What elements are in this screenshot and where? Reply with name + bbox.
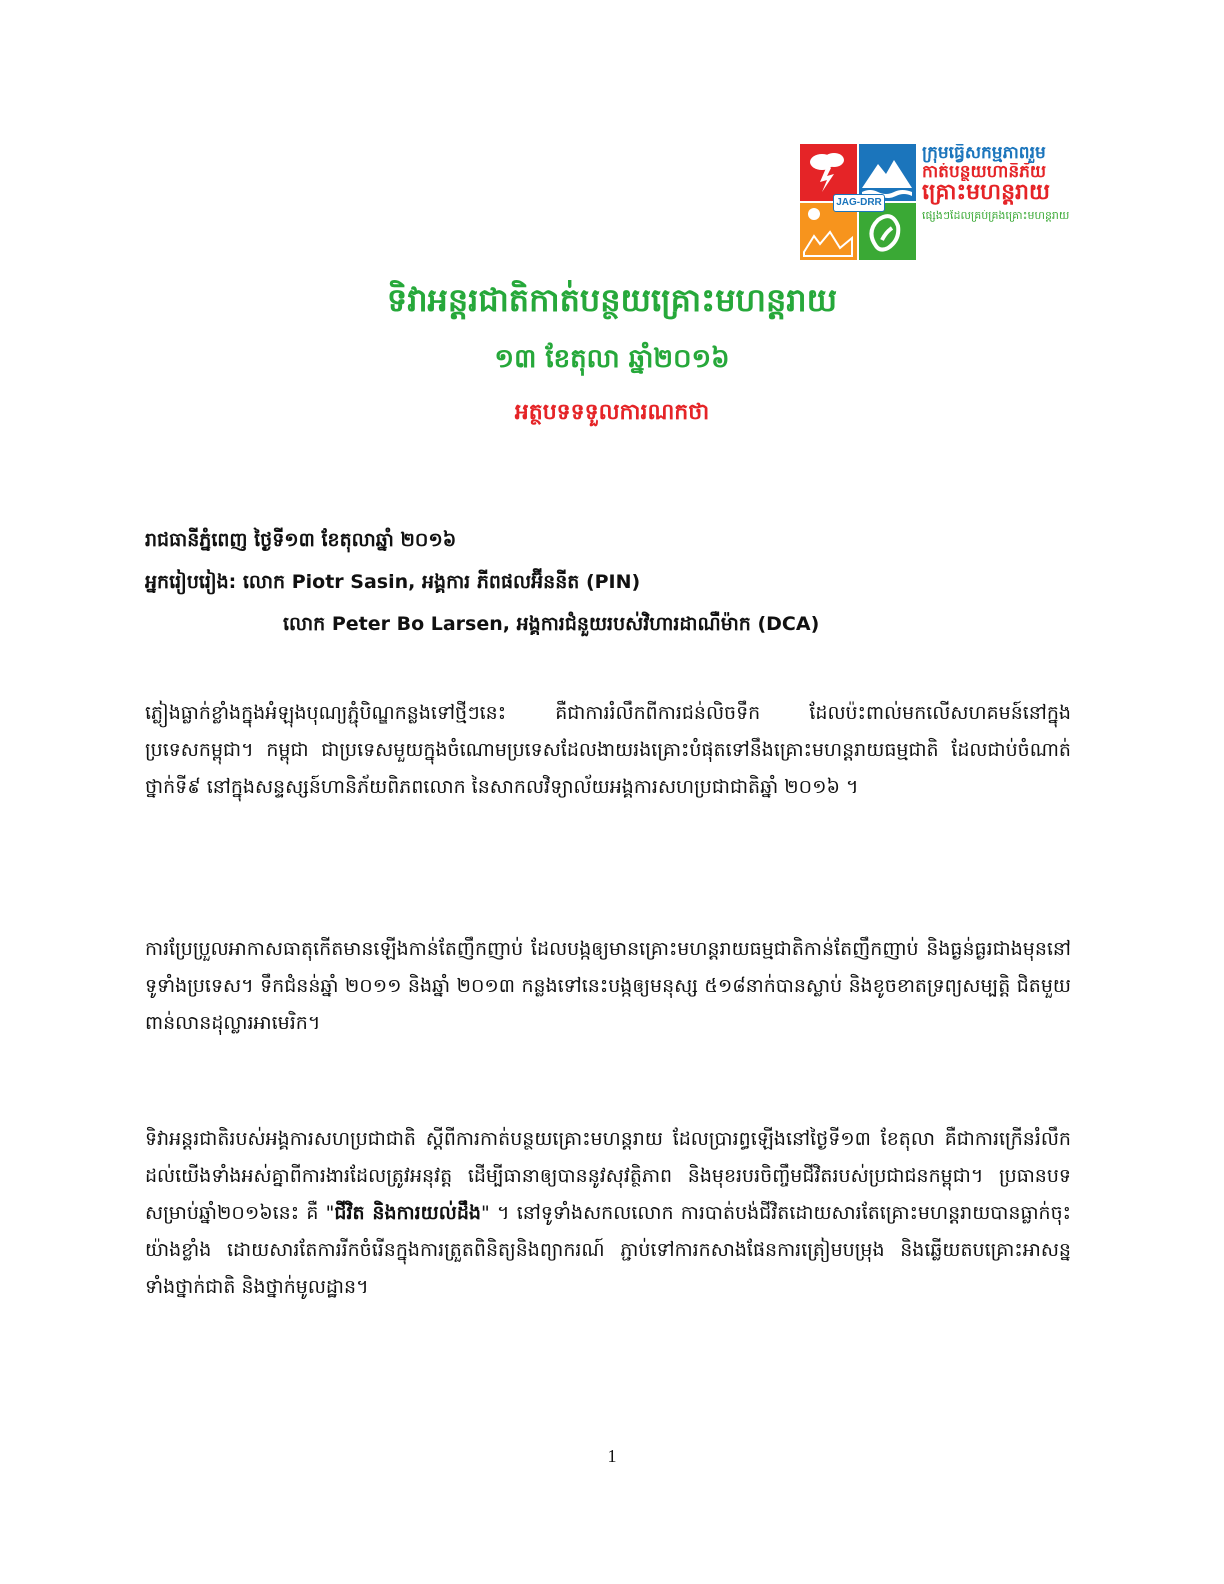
logo-text-line-1: ក្រុមធ្វើសកម្មភាពរួម <box>922 144 1046 163</box>
document-date: ១៣ ខែតុលា ឆ្នាំ២០១៦ <box>494 344 730 374</box>
jag-drr-logo <box>800 144 1070 262</box>
document-subtitle: អត្ថបទទទួលការណកថា <box>514 400 710 425</box>
organizer-line-2: លោក Peter Bo Larsen, អង្គការជំនួយរបស់វិហារដាណឺម៉ាក (DCA) <box>283 613 820 635</box>
theme-text: ជីវិត និងការយល់ដឹង <box>334 1202 481 1224</box>
body-paragraph-1: ភ្លៀងធ្លាក់ខ្លាំងក្នុងអំឡុងបុណ្យភ្ជុំបិណ្ឌកន្លងទៅថ្មីៗនេះ គឺជាការរំលឹកពីការជន់លិចទឹក ដែលប៉ះពាល់មកលើសហគមន៍នៅក្នុងប្រទេសកម្ពុជា។ កម្ពុជា ជាប្រទេសមួយក្នុងចំណោមប្រទេសដែលងាយរងគ្រោះបំផុតទៅនឹងគ្រោះមហន្តរាយធម្មជាតិ ដែលជាប់ចំណាត់ថ្នាក់ទី៩ នៅក្នុងសន្ទស្សន៍ហានិភ័យពិភពលោក នៃសាកលវិទ្យាល័យអង្គការសហប្រជាជាតិឆ្នាំ ២០១៦ ។ <box>145 702 1071 798</box>
logo-badge: JAG-DRR <box>833 194 885 212</box>
body-paragraph-3 <box>145 1121 1071 1306</box>
logo-text-line-3: គ្រោះមហន្តរាយ <box>922 181 1050 206</box>
paragraph-3-before: ទិវាអន្តរជាតិរបស់អង្គការសហប្រជាជាតិ ស្តីពីការកាត់បន្ថយគ្រោះមហន្តរាយ ដែលប្រារព្ធឡើងនៅថ្ងៃទី១៣ ខែតុលា គឺជាការក្រើនរំលឹកដល់យើងទាំងអស់គ្នាពីការងារដែលត្រូវអនុវត្ត ដើម្បីធានាឲ្យបាននូវសុវត្ថិភាព និងមុខរបរចិញ្ចឹមជីវិតរបស់ប្រជាជនកម្ពុជា។ ប្រធានបទសម្រាប់ឆ្នាំ២០១៦នេះ គឺ " <box>145 1128 1071 1224</box>
logo-text-line-4: ផ្សេងៗដែលគ្រប់គ្រងគ្រោះមហន្តរាយ <box>922 209 1070 222</box>
logo-text-line-2: កាត់បន្ថយហានិភ័យ <box>922 162 1047 182</box>
paragraph-3-after: " ។ នៅទូទាំងសកលលោក ការបាត់បង់ជីវិតដោយសារតែគ្រោះមហន្តរាយបានធ្លាក់ចុះយ៉ាងខ្លាំង ដោយសារតែការរីកចំរើនក្នុងការត្រួតពិនិត្យនិងព្យាករណ៍ ភ្ជាប់ទៅការកសាងផែនការត្រៀមបម្រុង និងឆ្លើយតបគ្រោះអាសន្ន ទាំងថ្នាក់ជាតិ និងថ្នាក់មូលដ្ឋាន។ <box>145 1202 1072 1298</box>
document-title: ទិវាអន្តរជាតិកាត់បន្ថយគ្រោះមហន្តរាយ <box>386 281 838 319</box>
organizer-line-1: អ្នករៀបរៀង: លោក Piotr Sasin, អង្គការ ភីពផលអ៊ីននីត (PIN) <box>145 571 641 593</box>
place-date-line: រាជធានីភ្នំពេញ ថ្ងៃទី១៣ ខែតុលាឆ្នាំ ២០១៦ <box>145 529 457 551</box>
page-number: 1 <box>607 1446 617 1466</box>
body-paragraph-2: ការប្រែប្រួលអាកាសធាតុកើតមានឡើងកាន់តែញឹកញាប់ ដែលបង្កឲ្យមានគ្រោះមហន្តរាយធម្មជាតិកាន់តែញឹកញាប់ និងធ្ងន់ធ្ងរជាងមុននៅទូទាំងប្រទេស។ ទឹកជំនន់ឆ្នាំ ២០១១ និងឆ្នាំ ២០១៣ កន្លងទៅនេះបង្កឲ្យមនុស្ស ៥១៨នាក់បានស្លាប់ និងខូចខាតទ្រព្យសម្បត្តិ ជិតមួយពាន់លានដុល្លារអាមេរិក។ <box>145 938 1071 1034</box>
logo-text <box>922 144 1072 222</box>
